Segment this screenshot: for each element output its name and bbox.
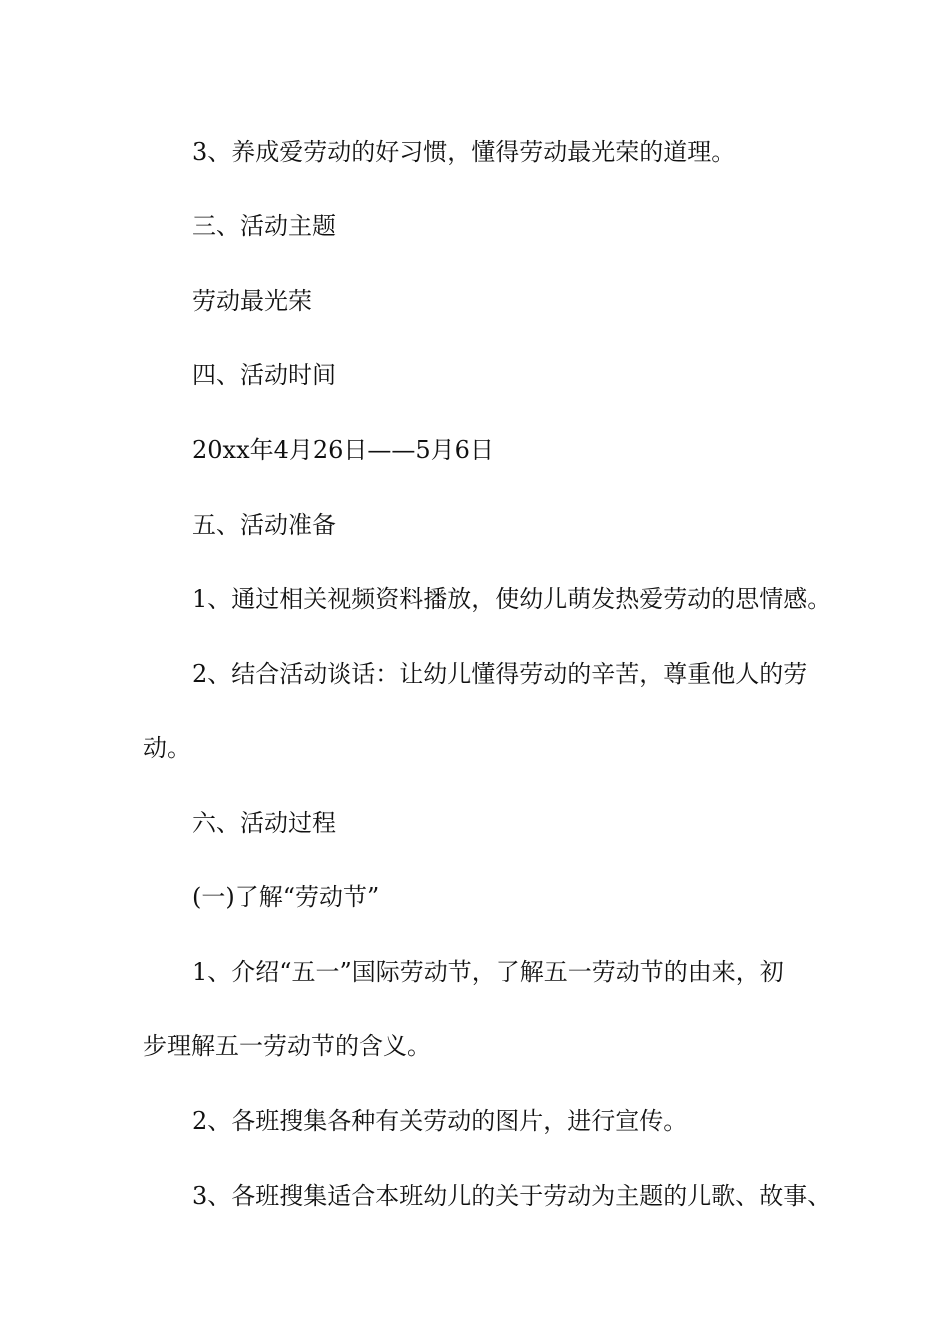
paragraph-time: 20xx年4月26日——5月6日 (192, 436, 494, 464)
heading-activity-theme: 三、活动主题 (192, 212, 336, 240)
paragraph-preparation-2-continued: 动。 (143, 734, 191, 762)
heading-activity-process: 六、活动过程 (192, 809, 336, 837)
paragraph-preparation-2: 2、结合活动谈话：让幼儿懂得劳动的辛苦，尊重他人的劳 (192, 660, 808, 688)
heading-activity-time: 四、活动时间 (192, 361, 336, 389)
paragraph-process-2: 2、各班搜集各种有关劳动的图片，进行宣传。 (192, 1107, 688, 1135)
paragraph-theme: 劳动最光荣 (192, 287, 312, 315)
paragraph-process-1-continued: 步理解五一劳动节的含义。 (143, 1032, 431, 1060)
subheading-understand-labor-day: (一)了解“劳动节” (192, 883, 380, 911)
paragraph-process-3: 3、各班搜集适合本班幼儿的关于劳动为主题的儿歌、故事、 (192, 1182, 832, 1210)
paragraph-process-1: 1、介绍“五一”国际劳动节，了解五一劳动节的由来，初 (192, 958, 784, 986)
paragraph-goal-3: 3、养成爱劳动的好习惯，懂得劳动最光荣的道理。 (192, 138, 736, 166)
heading-activity-preparation: 五、活动准备 (192, 511, 336, 539)
paragraph-preparation-1: 1、通过相关视频资料播放，使幼儿萌发热爱劳动的思情感。 (192, 585, 832, 613)
